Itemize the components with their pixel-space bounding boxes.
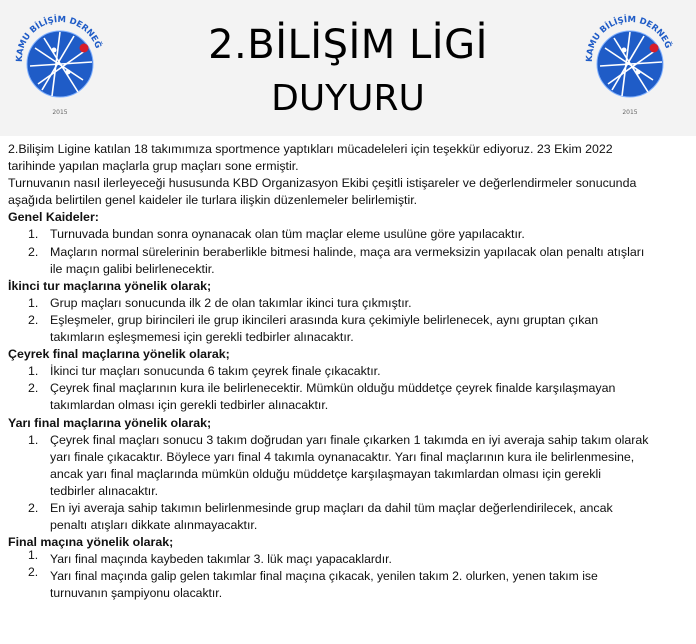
list-text: ancak yarı final maçlarında mümkün olduğu müddetçe karşılaşmayan takımlardan olması için gerekli — [50, 466, 601, 481]
logo-text-right: KAMU BİLİŞİM DERNEĞ — [584, 14, 673, 63]
list-item — [8, 295, 692, 312]
logo-text-left: KAMU BİLİŞİM DERNEĞ — [14, 14, 103, 63]
list-text: En iyi averaja sahip takımın belirlenmesinde grup maçları da dahil tüm maçlar değerlendirilecek, ancak — [50, 500, 613, 515]
list-text: Çeyrek final maçları sonucu 3 takım doğrudan yarı finale çıkarken 1 takımda en iyi averaja sahip takım olarak — [50, 432, 649, 447]
section-second-round — [8, 278, 692, 346]
header-banner — [0, 0, 696, 136]
intro-line: 2.Bilişim Ligine katılan 18 takımımıza sportmence yaptıkları mücadeleleri için teşekkür ediyoruz. 23 Ekim 2022 — [8, 142, 613, 156]
list-number: 2. — [28, 500, 39, 515]
list-text: İkinci tur maçları sonucunda 6 takım çeyrek finale çıkacaktır. — [50, 364, 381, 379]
list-item — [8, 565, 692, 602]
list-item — [8, 432, 692, 500]
page-subtitle: DUYURU — [271, 78, 425, 119]
kbd-logo-right — [578, 6, 678, 121]
list-text: turnuvanın şampiyonu olacaktır. — [50, 586, 223, 601]
list-item — [8, 363, 692, 380]
list-text: tedbirler alınacaktır. — [50, 483, 159, 498]
list-text: Maçların normal sürelerinin beraberlikle bitmesi halinde, maça ara vermeksizin yapılacak olan penaltı atışları — [50, 244, 645, 259]
list-item — [8, 312, 692, 346]
section-heading: Yarı final maçlarına yönelik olarak; — [8, 415, 212, 430]
list-number: 2. — [28, 312, 39, 327]
list-item — [8, 244, 692, 278]
list-text: Yarı final maçında kaybeden takımlar 3. lük maçı yapacaklardır. — [50, 552, 392, 567]
list-item — [8, 500, 692, 534]
list-item — [8, 548, 692, 568]
section-heading: Genel Kaideler: — [8, 210, 99, 225]
list-text: Yarı final maçında galip gelen takımlar final maçına çıkacak, yenilen takım 2. olurken, yenen takım ise — [50, 569, 598, 584]
list-number: 2. — [28, 244, 39, 259]
list-text: takımların eşleşmemesi için gerekli tedbirler alınacaktır. — [50, 330, 354, 345]
section-general-rules — [8, 209, 692, 277]
page-title: 2.BİLİŞİM LİGİ — [208, 22, 488, 68]
list-item — [8, 226, 692, 243]
list-text: Eşleşmeler, grup birincileri ile grup ikincileri arasında kura çekimiyle belirlenecek, aynı gruptan çıkan — [50, 312, 599, 327]
list-number: 2. — [28, 381, 39, 396]
list-number: 1. — [28, 364, 39, 379]
announcement-body — [8, 141, 692, 603]
list-number: 1. — [28, 548, 39, 563]
list-number: 2. — [28, 565, 39, 580]
list-text: takımlardan olması için gerekli tedbirler alınacaktır. — [50, 398, 329, 413]
logo-year-left: 2015 — [52, 109, 68, 116]
list-text: yarı finale çıkacaktır. Böylece yarı final 4 takımla oynanacaktır. Yarı final maçlarının kura ile belirlenmesine, — [50, 449, 635, 464]
section-semi-final — [8, 415, 692, 535]
list-text: Çeyrek final maçlarının kura ile belirlenecektir. Mümkün olduğu müddetçe çeyrek finalde karşılaşmayan — [50, 381, 616, 396]
logo-year-right: 2015 — [622, 109, 638, 116]
intro-line: aşağıda belirtilen genel kaideler ile turlara ilişkin düzenlemeler belirlemiştir. — [8, 193, 418, 208]
section-heading: İkinci tur maçlarına yönelik olarak; — [8, 278, 212, 293]
intro-line: tarihinde yapılan maçlarla grup maçları sone ermiştir. — [8, 159, 299, 174]
section-final — [8, 534, 692, 602]
list-text: Grup maçları sonucunda ilk 2 de olan takımlar ikinci tura çıkmıştır. — [50, 295, 412, 310]
list-text: ile maçın galibi belirlenecektir. — [50, 261, 215, 276]
section-heading: Final maçına yönelik olarak; — [8, 535, 174, 550]
list-number: 1. — [28, 227, 39, 242]
list-number: 1. — [28, 295, 39, 310]
intro-line: Turnuvanın nasıl ilerleyeceği hususunda KBD Organizasyon Ekibi çeşitli istişareler ve değerlendirmeler sonucunda — [8, 176, 637, 191]
list-item — [8, 380, 692, 414]
list-text: penaltı atışları dikkate alınmayacaktır. — [50, 518, 258, 533]
list-text: Turnuvada bundan sonra oynanacak olan tüm maçlar eleme usulüne göre yapılacaktır. — [50, 227, 525, 242]
list-number: 1. — [28, 432, 39, 447]
section-quarter-final — [8, 346, 692, 414]
section-heading: Çeyrek final maçlarına yönelik olarak; — [8, 347, 230, 362]
